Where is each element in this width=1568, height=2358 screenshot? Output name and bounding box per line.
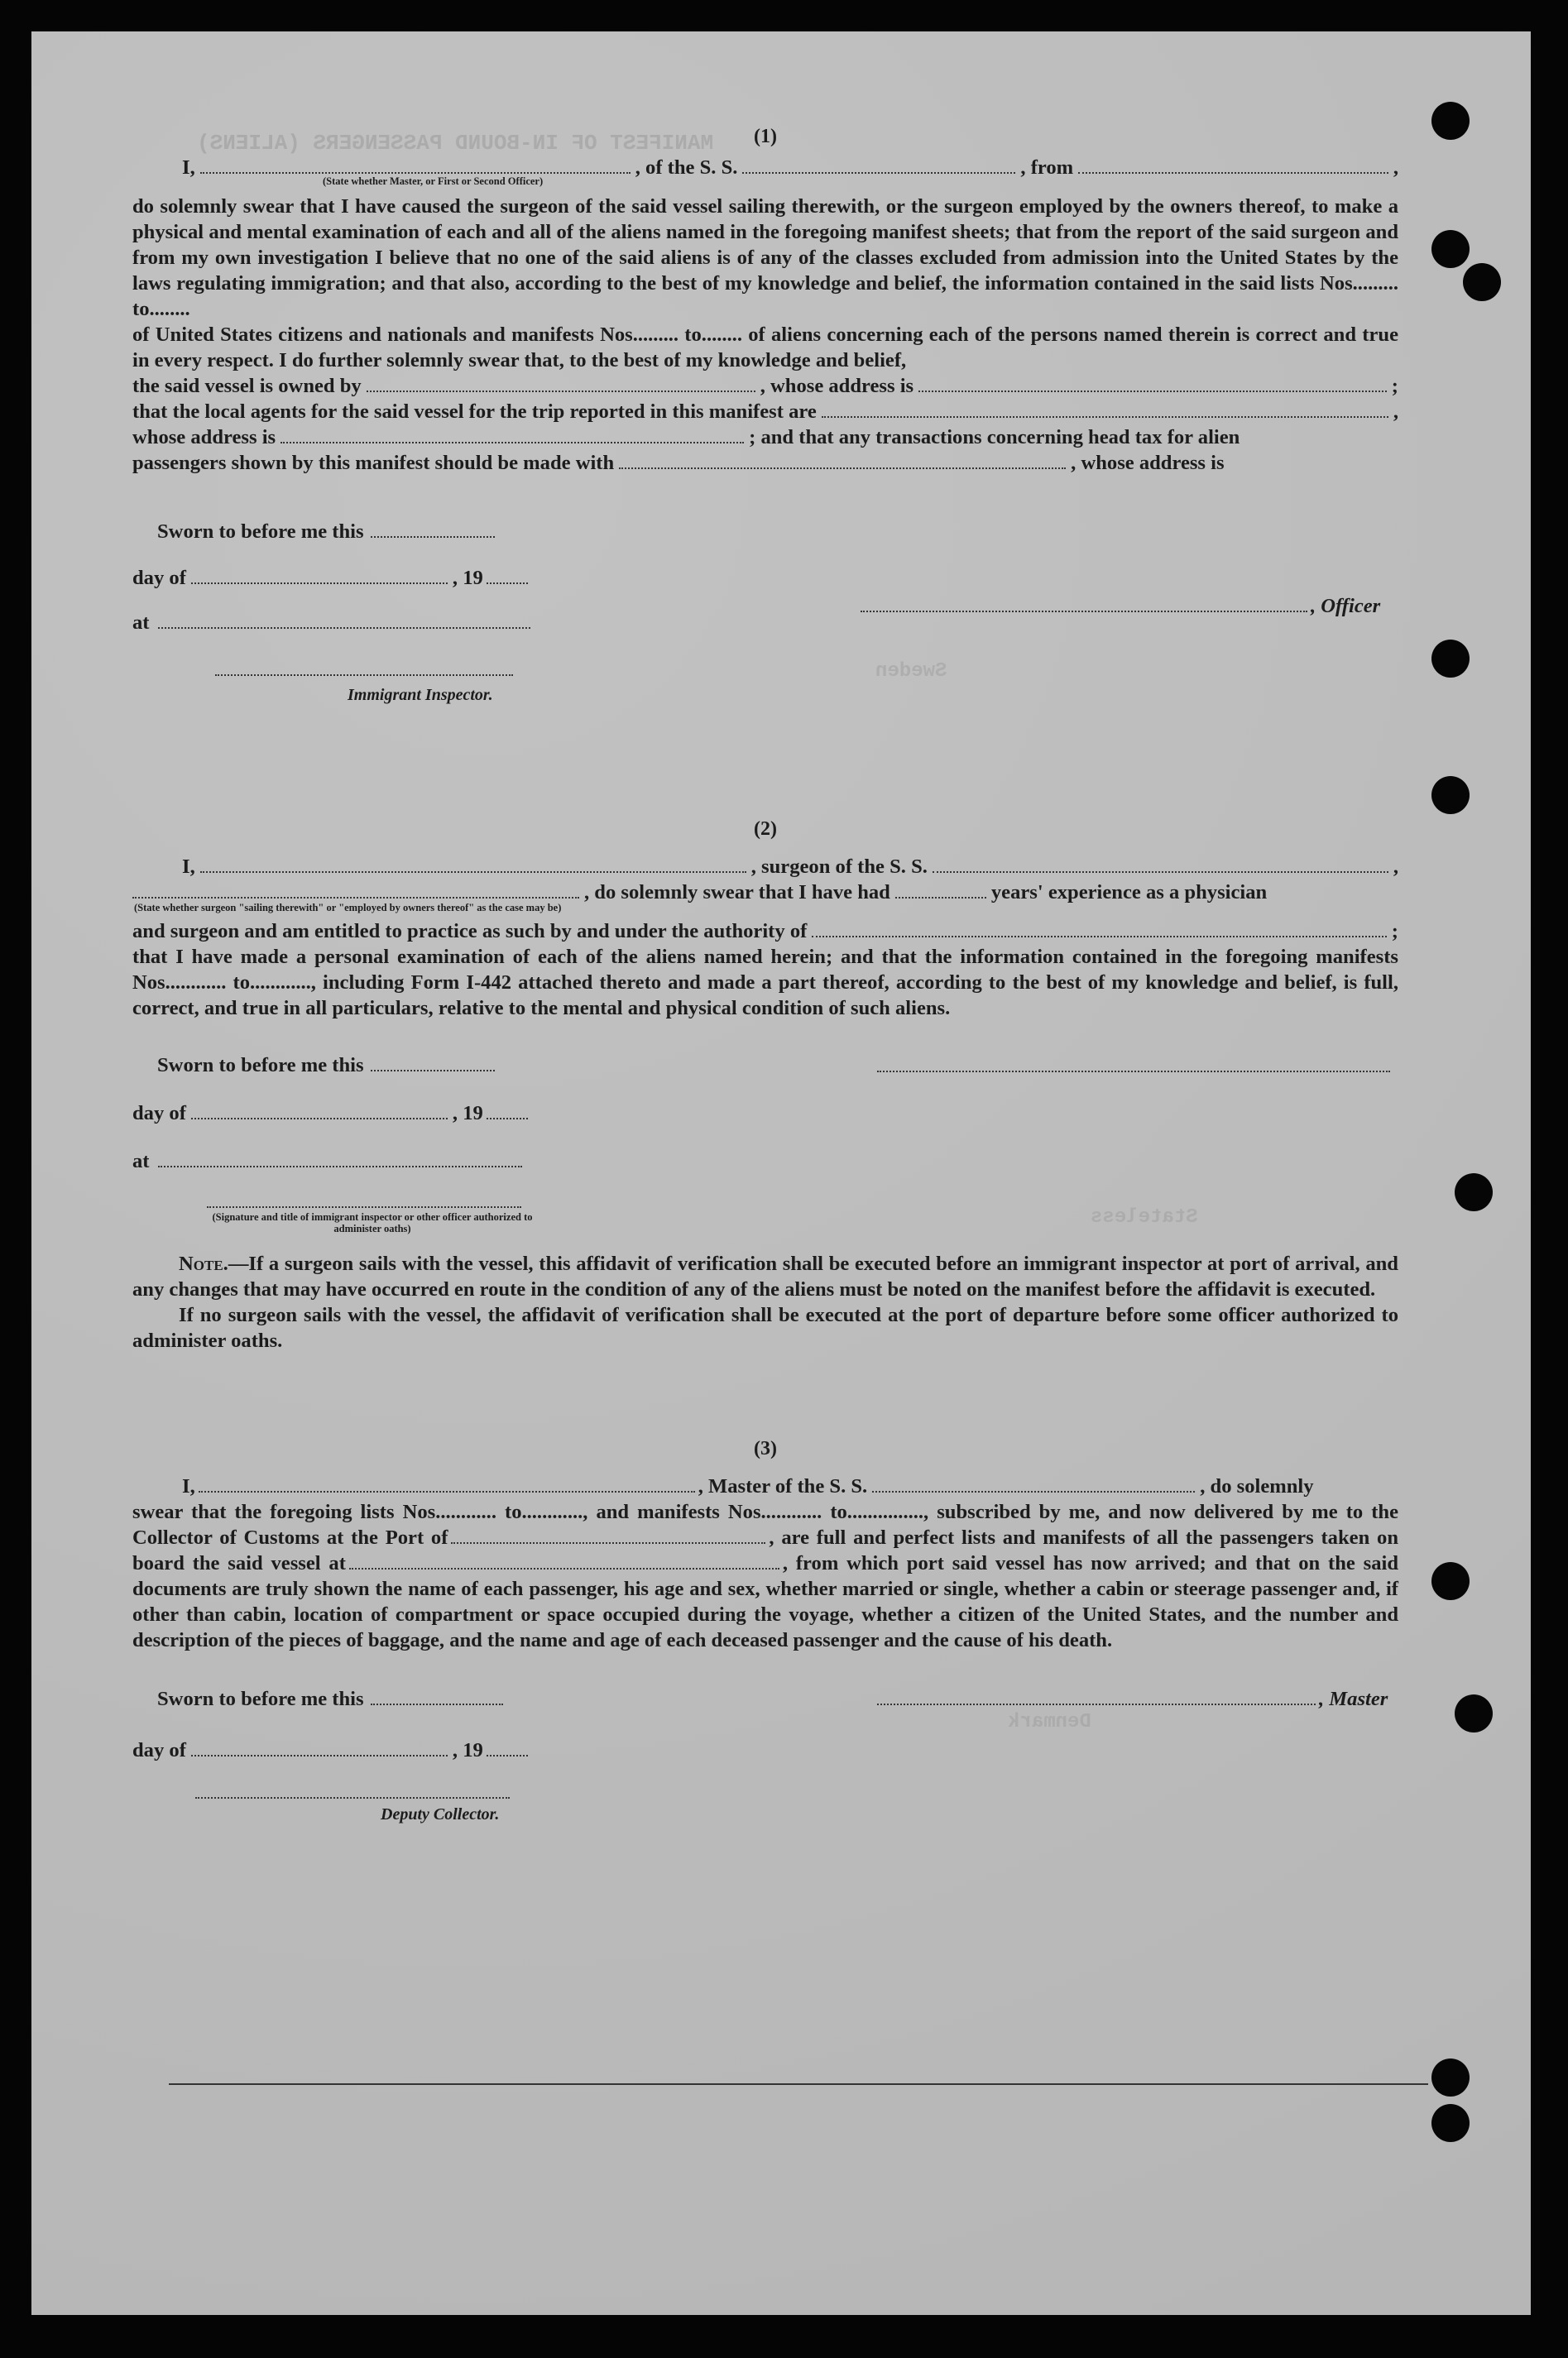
label-year: , 19 bbox=[452, 1739, 483, 1761]
section3-signature-block bbox=[132, 1670, 1398, 1835]
head-tax-line bbox=[132, 450, 1398, 476]
label-authority: and surgeon and am entitled to practice as such by and under the authority of bbox=[132, 920, 808, 942]
signature-note: (Signature and title of immigrant inspector or other officer authorized to administer oaths) bbox=[212, 1211, 533, 1234]
officer-signature-field[interactable] bbox=[861, 596, 1307, 612]
surgeon-type-field[interactable] bbox=[132, 882, 579, 899]
label-sworn: Sworn to before me this bbox=[157, 1688, 364, 1710]
month-field[interactable] bbox=[191, 1740, 448, 1757]
label-immigrant-inspector: Immigrant Inspector. bbox=[348, 686, 493, 704]
label-owner-address: , whose address is bbox=[760, 375, 914, 397]
label-agents-address: whose address is bbox=[132, 426, 276, 448]
label-year: , 19 bbox=[452, 1102, 483, 1124]
owner-line: the said vessel is owned by , whose address is ; bbox=[132, 375, 1398, 397]
punch-hole bbox=[1463, 263, 1501, 301]
master-oath-text-3: , from which port said vessel has now arrived; and that on the said documents are truly shown the name of each passenger, his age and sex, whether married or single, whether a cabin or steerage passenger and, if other than cabin, location of compartment or space occupied during the voyage, whether a citizen of the United States, and the number and description of the pieces of baggage, and the name and age of each deceased passenger and the cause of his death. bbox=[132, 1552, 1398, 1651]
label-at: at bbox=[132, 1150, 150, 1172]
authority-line: and surgeon and am entitled to practice as such by and under the authority of ; bbox=[132, 920, 1398, 942]
surgeon-type-note: (State whether surgeon "sailing therewith" or "employed by owners thereof" as the case may be) bbox=[134, 902, 562, 913]
label-party-address: , whose address is bbox=[1071, 452, 1225, 474]
label-day-of: day of bbox=[132, 1739, 186, 1761]
surgeon-signature-field[interactable] bbox=[877, 1056, 1390, 1072]
vessel-name-field[interactable] bbox=[872, 1476, 1195, 1493]
bottom-rule bbox=[169, 2083, 1428, 2085]
punch-hole bbox=[1431, 230, 1470, 268]
agents-address-line bbox=[132, 424, 1398, 450]
label-agents: that the local agents for the said vessel for the trip reported in this manifest are bbox=[132, 400, 817, 423]
punch-hole bbox=[1431, 1562, 1470, 1600]
bleedthrough-word: Denmark bbox=[1008, 1711, 1091, 1733]
sworn-date-field[interactable] bbox=[371, 1055, 495, 1071]
sworn-date-field[interactable] bbox=[371, 1689, 503, 1705]
punch-hole bbox=[1455, 1173, 1493, 1211]
label-sworn: Sworn to before me this bbox=[157, 520, 364, 543]
surgeon-name-field[interactable] bbox=[200, 856, 746, 873]
label-master: , Master bbox=[1319, 1688, 1388, 1710]
label-of-ss: , of the S. S. bbox=[635, 156, 738, 179]
label-master-of-ss: , Master of the S. S. bbox=[698, 1475, 868, 1498]
master-name-field[interactable] bbox=[199, 1476, 695, 1493]
label-do-solemnly: , do solemnly bbox=[1200, 1475, 1314, 1498]
oath-paragraph-2: of United States citizens and nationals and manifests Nos......... to........ of aliens concerning each of the persons named therein is correct and true in every respect. I do further solemnly swear that, to the best of my knowledge and belief, bbox=[132, 324, 1398, 371]
sworn-date-field[interactable] bbox=[371, 521, 495, 538]
label-swear: , do solemnly swear that I have had bbox=[584, 881, 890, 903]
punch-hole bbox=[1431, 2104, 1470, 2142]
label-day-of: day of bbox=[132, 1102, 186, 1124]
master-oath-paragraph bbox=[132, 1499, 1398, 1653]
agents-address-field[interactable] bbox=[281, 427, 744, 443]
year-field[interactable] bbox=[487, 568, 528, 584]
section-number: (1) bbox=[754, 126, 777, 147]
surgeon-line: I, , surgeon of the S. S. , bbox=[182, 855, 1398, 878]
section-number: (2) bbox=[754, 818, 777, 840]
label-owned-by: the said vessel is owned by bbox=[132, 375, 362, 397]
master-line: I, , of the S. S. , from , bbox=[182, 156, 1398, 179]
punch-hole bbox=[1431, 776, 1470, 814]
label-deputy-collector: Deputy Collector. bbox=[381, 1805, 500, 1824]
note-text: —If a surgeon sails with the vessel, this affidavit of verification shall be executed before an immigrant inspector at port of arrival, and any changes that may have occurred en route in the condition of any of the aliens must be noted on the manifest before the affidavit is executed. bbox=[132, 1253, 1398, 1301]
vessel-name-field[interactable] bbox=[742, 157, 1015, 174]
label-day-of: day of bbox=[132, 567, 186, 589]
bleedthrough-word: Stateless bbox=[1091, 1206, 1198, 1229]
label-officer: , Officer bbox=[1311, 595, 1381, 617]
month-field[interactable] bbox=[191, 568, 448, 584]
label-i: I, bbox=[182, 855, 195, 878]
note-label: Note. bbox=[179, 1253, 228, 1275]
year-field[interactable] bbox=[487, 1103, 528, 1119]
place-field[interactable] bbox=[158, 612, 530, 629]
place-field[interactable] bbox=[158, 1151, 522, 1167]
label-year: , 19 bbox=[452, 567, 483, 589]
master-name-field[interactable] bbox=[200, 157, 631, 174]
section-number: (3) bbox=[754, 1438, 777, 1459]
oath-paragraph: do solemnly swear that I have caused the surgeon of the said vessel sailing therewith, or the surgeon employed by the owners thereof, to make a physical and mental examination of each and all of the aliens named in the foregoing manifest sheets; that from the report of the said surgeon and from my own investigation I believe that no one of the said aliens is of any of the classes excluded from admission into the United States by the laws regulating immigration; and that also, according to the best of my knowledge and belief, the information contained in the said lists Nos......... to........ bbox=[132, 195, 1398, 320]
label-i: I, bbox=[182, 1475, 195, 1498]
bleedthrough-header: MANIFEST OF IN-BOUND PASSENGERS (ALIENS) bbox=[197, 131, 714, 156]
agents-field[interactable] bbox=[822, 401, 1388, 418]
vessel-name-field[interactable] bbox=[933, 856, 1388, 873]
master-oath-text: swear that the foregoing lists Nos............ to............, and manifests Nos............ to..............., subscribed by me, and now delivered by me to the Collector of Customs at the Port of bbox=[132, 1501, 1398, 1549]
surgeon-oath-paragraph: that I have made a personal examination of each of the aliens named herein; and that the information contained in the foregoing manifests Nos............ to............, including Form I-442 attached thereto and made a part thereof, according to the best of my knowledge and belief, is full, correct, and true in all particulars, relative to the mental and physical condition of such aliens. bbox=[132, 946, 1398, 1019]
master-oath-text-2: , are full and perfect lists and manifests of all the passengers taken on board the said vessel at bbox=[132, 1526, 1398, 1574]
agents-line: that the local agents for the said vessel for the trip reported in this manifest are , bbox=[132, 400, 1398, 423]
from-port-field[interactable] bbox=[1078, 157, 1388, 174]
inspector-signature-field[interactable] bbox=[207, 1191, 521, 1208]
month-field[interactable] bbox=[191, 1103, 448, 1119]
punch-hole bbox=[1431, 102, 1470, 140]
master-note: (State whether Master, or First or Second Officer) bbox=[323, 175, 544, 187]
punch-hole bbox=[1455, 1694, 1493, 1733]
punch-hole bbox=[1431, 2058, 1470, 2097]
label-from: , from bbox=[1020, 156, 1074, 179]
master-line-3 bbox=[132, 1474, 1398, 1499]
punch-hole bbox=[1431, 640, 1470, 678]
collector-signature-field[interactable] bbox=[195, 1782, 510, 1799]
label-surgeon-of-ss: , surgeon of the S. S. bbox=[750, 855, 928, 878]
label-i: I, bbox=[182, 156, 195, 179]
embark-port-field[interactable] bbox=[349, 1553, 779, 1570]
master-signature-field[interactable] bbox=[877, 1689, 1316, 1705]
years-field[interactable] bbox=[895, 882, 986, 899]
note-paragraph bbox=[132, 1251, 1398, 1302]
authority-field[interactable] bbox=[812, 921, 1386, 937]
label-passengers: passengers shown by this manifest should be made with bbox=[132, 452, 615, 474]
head-tax-party-field[interactable] bbox=[619, 453, 1066, 469]
owner-field[interactable] bbox=[367, 376, 755, 392]
section1-signature-block bbox=[132, 494, 1398, 709]
label-head-tax: ; and that any transactions concerning head tax for alien bbox=[749, 426, 1240, 448]
port-field[interactable] bbox=[451, 1527, 765, 1544]
inspector-signature-field[interactable] bbox=[215, 659, 513, 676]
year-field[interactable] bbox=[487, 1740, 528, 1757]
owner-address-field[interactable] bbox=[918, 376, 1387, 392]
section2-signature-block bbox=[132, 1038, 1398, 1234]
note-paragraph-2: If no surgeon sails with the vessel, the affidavit of verification shall be executed at the port of departure before some officer authorized to administer oaths. bbox=[132, 1304, 1398, 1352]
label-sworn: Sworn to before me this bbox=[157, 1054, 364, 1076]
affidavit-text bbox=[132, 124, 1398, 1835]
bleedthrough-word: Sweden bbox=[875, 660, 947, 683]
label-at: at bbox=[132, 611, 150, 634]
label-years-experience: years' experience as a physician bbox=[990, 881, 1268, 903]
